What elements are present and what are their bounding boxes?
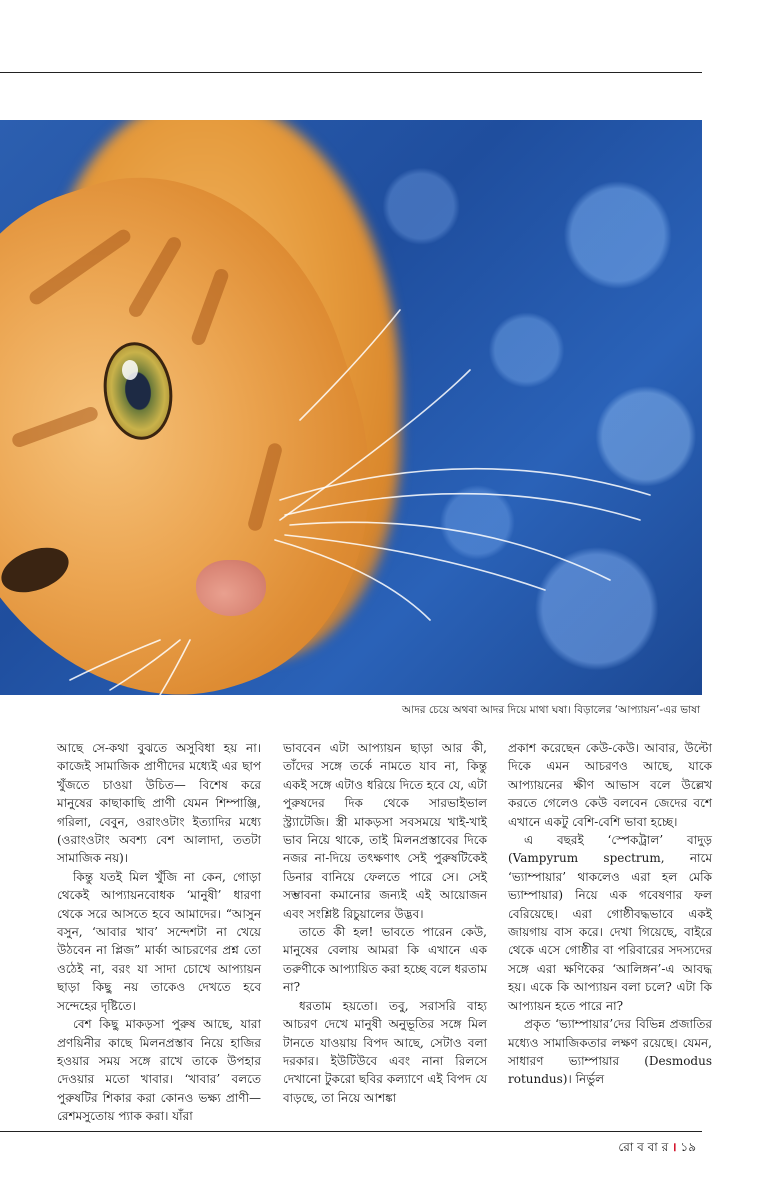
- paragraph: এ বছরই ‘স্পেকট্রাল’ বাদুড় (Vampyrum spectrum, নামে ‘ভ্যাম্পায়ার’ থাকলেও এরা হল মেকি ভ্যাম্পায়ার) নিয়ে এক গবেষণার ফল বেরিয়েছে। এরা গোষ্ঠীবদ্ধভাবে একই জায়গায় বাস করে। দেখা গিয়েছে, বাইরে থেকে এসে গোষ্ঠীর বা পরিবারের সদস্যদের সঙ্গে এরা ক্ষণিকের ‘আলিঙ্গন’-এ আবদ্ধ হয়। একে কি আপ্যায়ন বলা চলে? এটা কি আপ্যায়ন হতে পারে না?: [508, 833, 712, 1013]
- paragraph: তাতে কী হল! ভাবতে পারেন কেউ, মানুষের বেলায় আমরা কি এখানে এক তরুণীকে আপ্যায়িত করা হচ্ছে বলে ধরতাম না?: [283, 925, 487, 995]
- paragraph: আছে সে-কথা বুঝতে অসুবিধা হয় না। কাজেই সামাজিক প্রাণীদের মধ্যেই এর ছাপ খুঁজতে চাওয়া উচিত— বিশেষ করে মানুষের কাছাকাছি প্রাণী যেমন শিম্পাঞ্জি, গরিলা, বেবুন, ওরাংওটাং ইত্যাদির মধ্যে (ওরাংওটাং অবশ্য বেশ আলাদা, ততটা সামাজিক নয়)।: [57, 741, 261, 866]
- text-column-2: [283, 739, 487, 1107]
- paragraph: কিন্তু যতই মিল খুঁজি না কেন, গোড়া থেকেই আপ্যায়নবোধক ‘মানুষী’ ধারণা থেকে সরে আসতে হবে আমাদের। “আসুন বসুন, ‘আবার খাব’ সন্দেশটা না খেয়ে উঠবেন না প্লিজ” মার্কা আচরণের প্রশ্ন তো ওঠেই না, বরং যা সাদা চোখে আপ্যায়ন ছাড়া কিছু নয় তাকেও দেখতে হবে সন্দেহের দৃষ্টিতে।: [57, 869, 261, 1013]
- text-column-3: [508, 739, 712, 1089]
- page-number: ১৯: [680, 1140, 696, 1154]
- paragraph: ধরতাম হয়তো। তবু, সরাসরি বাহ্য আচরণ দেখে মানুষী অনুভূতির সঙ্গে মিল টানতে যাওয়ায় বিপদ আছে, সেটাও বলা দরকার। ইউটিউবে এবং নানা রিলসে দেখানো টুকরো ছবির কল্যাণে এই বিপদ যে বাড়ছে, তা নিয়ে আশঙ্কা: [283, 998, 487, 1105]
- page-folio: [618, 1138, 696, 1159]
- paragraph: বেশ কিছু মাকড়সা পুরুষ আছে, যারা প্রণয়িনীর কাছে মিলনপ্রস্তাব নিয়ে হাজির হওয়ার সময় সঙ্গে রাখে তাকে উপহার দেওয়ার মতো খাবার। ‘খাবার’ বলতে পুরুষটির শিকার করা কোনও ভক্ষ্য প্রাণী— রেশমসুতোয় প্যাক করা। যাঁরা: [57, 1017, 261, 1124]
- magazine-name: রো ব বা র: [618, 1140, 669, 1154]
- paragraph: প্রকৃত ‘ভ্যাম্পায়ার’দের বিভিন্ন প্রজাতির মধ্যেও সামাজিকতার লক্ষণ রয়েছে। যেমন, সাধারণ ভ্যাম্পায়ার (Desmodus rotundus)। নির্ভুল: [508, 1017, 712, 1087]
- paragraph: প্রকাশ করেছেন কেউ-কেউ। আবার, উল্টো দিকে এমন আচরণও আছে, যাকে আপ্যায়নের ক্ষীণ আভাস বলে উল্লেখ করতে গেলেও কেউ বলবেন জেদের বশে এখানে একটু বেশি-বেশি ভাবা হচ্ছে।: [508, 741, 712, 829]
- top-rule: [0, 72, 702, 73]
- paragraph: ভাববেন এটা আপ্যায়ন ছাড়া আর কী, তাঁদের সঙ্গে তর্কে নামতে যাব না, কিন্তু একই সঙ্গে এটাও ধরিয়ে দিতে হবে যে, এটা পুরুষদের দিক থেকে সারভাইভাল স্ট্র্যাটেজি। স্ত্রী মাকড়সা সবসময়ে খাই-খাই ভাব নিয়ে থাকে, তাই মিলনপ্রস্তাবের দিকে নজর না-দিয়ে তৎক্ষণাৎ সেই পুরুষটিকেই ডিনার বানিয়ে ফেলতে পারে সে। সেই সম্ভাবনা কমানোর জন্যই এই আয়োজন এবং সংশ্লিষ্ট রিচুয়ালের উদ্ভব।: [283, 741, 487, 921]
- whiskers: [0, 120, 702, 695]
- bottom-rule: [0, 1131, 702, 1132]
- text-column-1: [57, 739, 261, 1126]
- folio-separator: ।: [672, 1140, 677, 1154]
- photo-caption: আদর চেয়ে অথবা আদর দিয়ে মাথা ঘষা। বিড়ালের ‘আপ্যায়ন’-এর ভাষা: [401, 704, 700, 716]
- cat-photo: [0, 120, 702, 695]
